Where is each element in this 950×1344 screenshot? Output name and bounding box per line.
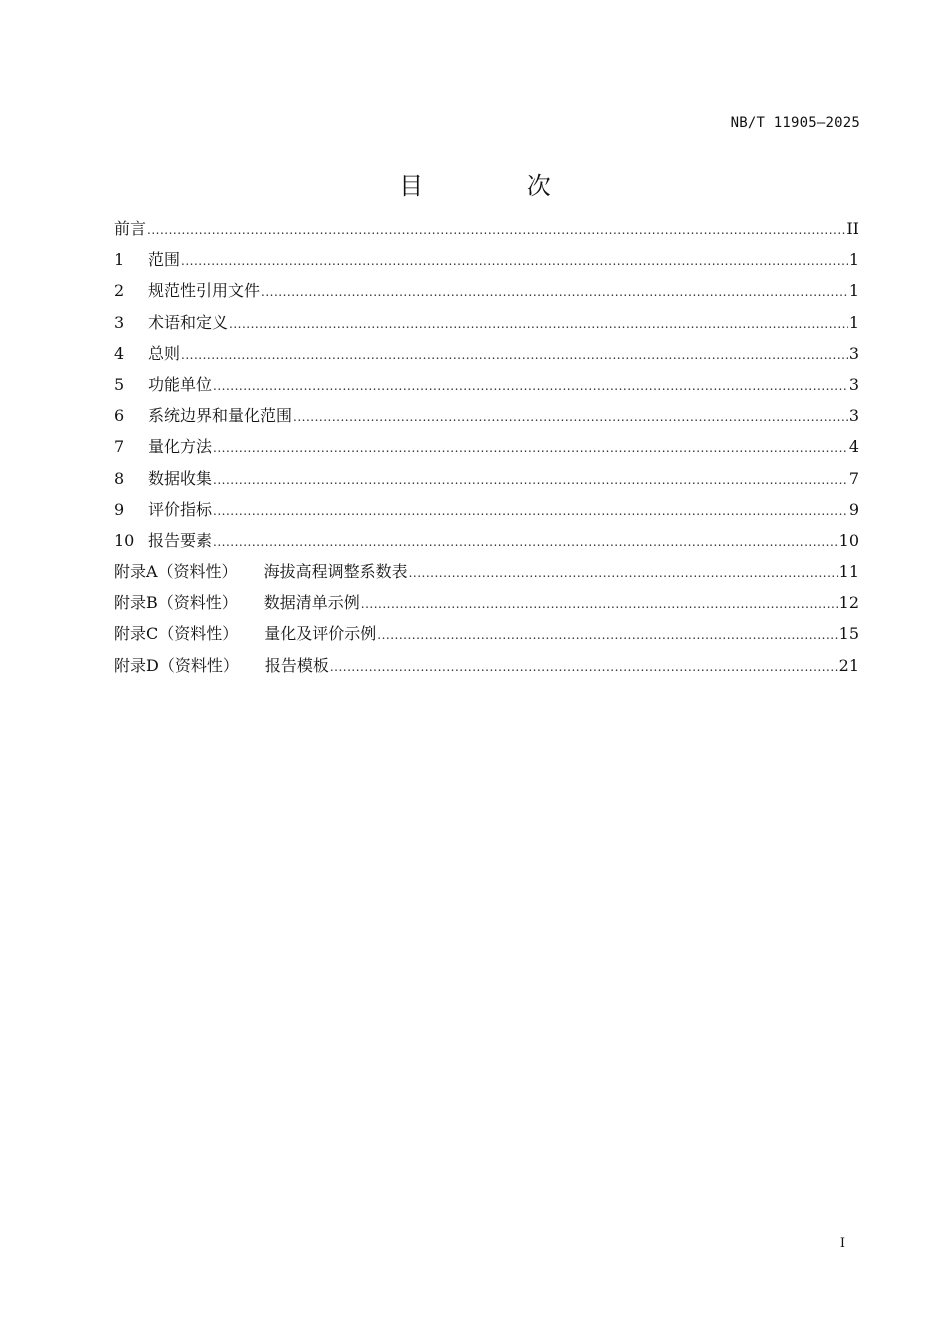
toc-item-2[interactable]: [114, 275, 859, 306]
toc-item-number: 2: [114, 281, 125, 301]
toc-item-text: 数据清单示例: [263, 593, 360, 613]
toc-item-page: 3: [848, 374, 859, 394]
toc-item-text: 功能单位: [148, 374, 213, 394]
toc-item-text: 报告要素: [148, 530, 213, 550]
toc-leader-dots: [213, 465, 848, 496]
toc-item-page: 9: [848, 499, 859, 519]
toc-item-number: 7: [114, 437, 125, 457]
toc-item-number: 8: [114, 468, 125, 488]
toc-leader-dots: [213, 433, 848, 464]
toc-item-7[interactable]: [114, 431, 859, 462]
table-of-contents: [114, 213, 859, 681]
toc-item-page: 15: [838, 624, 859, 644]
toc-item-5[interactable]: [114, 369, 859, 400]
toc-item-page: 11: [838, 562, 859, 582]
toc-item-8[interactable]: [114, 463, 859, 494]
toc-item-page: 1: [848, 312, 859, 332]
toc-leader-dots: [330, 652, 838, 683]
toc-item-page: 12: [838, 593, 859, 613]
toc-item-page: 21: [838, 655, 859, 675]
toc-item-text: 规范性引用文件: [148, 281, 261, 301]
standard-code: NB/T 11905—2025: [730, 115, 860, 131]
toc-item-text: 评价指标: [148, 499, 213, 519]
toc-leader-dots: [261, 277, 848, 308]
toc-item-page: 4: [848, 437, 859, 457]
toc-item-appendix-a[interactable]: [114, 556, 859, 587]
toc-item-appendix-c[interactable]: [114, 618, 859, 649]
toc-item-page: 1: [848, 281, 859, 301]
toc-item-9[interactable]: [114, 494, 859, 525]
toc-item-3[interactable]: [114, 307, 859, 338]
toc-leader-dots: [377, 620, 837, 651]
toc-item-text: 系统边界和量化范围: [148, 406, 293, 426]
toc-item-page: 3: [848, 343, 859, 363]
toc-item-number: 5: [114, 374, 125, 394]
toc-item-text: 量化方法: [148, 437, 213, 457]
toc-item-number: 10: [114, 530, 135, 550]
appendix-label: 附录C（资料性）: [114, 624, 239, 644]
toc-item-text: 数据收集: [148, 468, 213, 488]
toc-item-6[interactable]: [114, 400, 859, 431]
page-number: I: [839, 1236, 845, 1251]
toc-leader-dots: [409, 558, 838, 589]
appendix-label: 附录D（资料性）: [114, 655, 239, 675]
toc-item-number: 3: [114, 312, 125, 332]
toc-item-text: 总则: [148, 343, 181, 363]
toc-item-appendix-b[interactable]: [114, 587, 859, 618]
toc-leader-dots: [213, 496, 848, 527]
toc-leader-dots: [181, 246, 848, 277]
toc-item-page: 7: [848, 468, 859, 488]
page-title: 目 次: [399, 172, 599, 200]
toc-item-number: 9: [114, 499, 125, 519]
toc-item-4[interactable]: [114, 338, 859, 369]
toc-item-number: 6: [114, 406, 125, 426]
appendix-label: 附录A（资料性）: [114, 562, 238, 582]
toc-item-10[interactable]: [114, 525, 859, 556]
toc-item-text: 量化及评价示例: [264, 624, 377, 644]
toc-item-page: 10: [838, 530, 859, 550]
toc-leader-dots: [147, 215, 845, 246]
toc-item-number: 4: [114, 343, 125, 363]
toc-item-page: II: [846, 219, 859, 238]
toc-leader-dots: [213, 371, 848, 402]
toc-item-text: 海拔高程调整系数表: [263, 562, 408, 582]
toc-item-appendix-d[interactable]: [114, 650, 859, 681]
toc-leader-dots: [229, 309, 848, 340]
toc-item-page: 3: [848, 406, 859, 426]
toc-leader-dots: [213, 527, 838, 558]
toc-item-text: 报告模板: [264, 655, 329, 675]
toc-item-page: 1: [848, 250, 859, 270]
toc-item-preface[interactable]: [114, 213, 859, 244]
toc-leader-dots: [181, 340, 848, 371]
toc-item-text: 前言: [114, 219, 147, 238]
toc-item-text: 范围: [148, 250, 181, 270]
toc-item-number: 1: [114, 250, 125, 270]
toc-leader-dots: [293, 402, 848, 433]
appendix-label: 附录B（资料性）: [114, 593, 238, 613]
toc-leader-dots: [361, 589, 838, 620]
toc-item-1[interactable]: [114, 244, 859, 275]
toc-item-text: 术语和定义: [148, 312, 229, 332]
